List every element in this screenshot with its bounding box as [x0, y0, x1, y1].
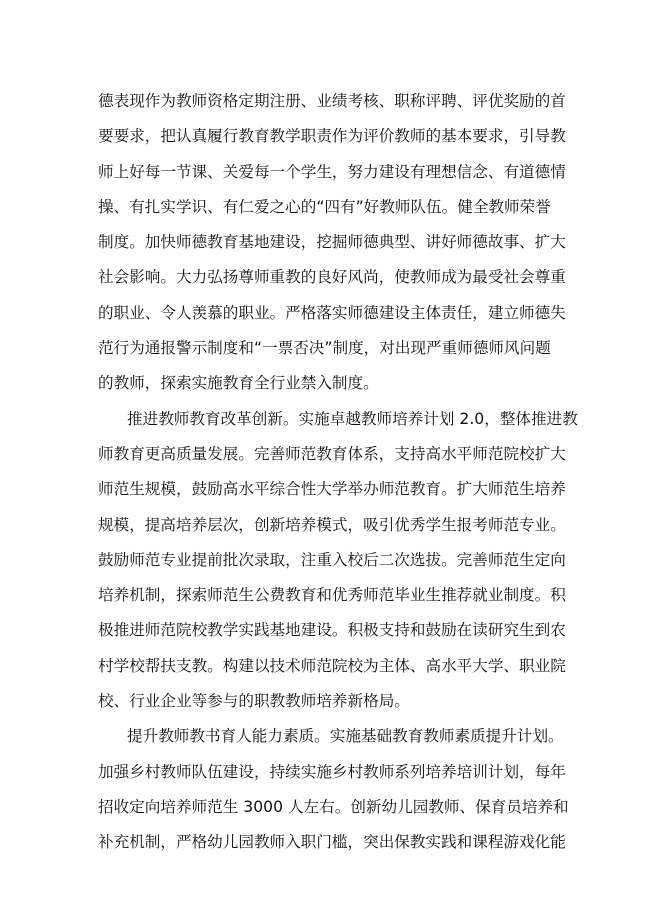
text-line: 加强乡村教师队伍建设，持续实施乡村教师系列培养培训计划，每年 [98, 762, 566, 781]
text-line: 鼓励师范专业提前批次录取，注重入校后二次选拔。完善师范生定向 [98, 550, 566, 569]
text-line: 操、有扎实学识、有仁爱之心的“四有”好教师队伍。健全教师荣誉 [98, 197, 551, 216]
text-line: 招收定向培养师范生 3000 人左右。创新幼儿园教师、保育员培养和 [98, 797, 569, 816]
text-line: 规模，提高培养层次，创新培养模式，吸引优秀学生报考师范专业。 [98, 515, 566, 534]
text-line: 德表现作为教师资格定期注册、业绩考核、职称评聘、评优奖励的首 [98, 92, 566, 110]
text-line: 师上好每一节课、关爱每一个学生，努力建设有理想信念、有道德情 [98, 162, 566, 181]
text-line: 师教育更高质量发展。完善师范教育体系，支持高水平师范院校扩大 [98, 444, 566, 463]
text-line: 村学校帮扶支教。构建以技术师范院校为主体、高水平大学、职业院 [98, 656, 566, 675]
text-line: 的教师，探索实施教育全行业禁入制度。 [98, 374, 379, 393]
text-line: 要要求，把认真履行教育教学职责作为评价教师的基本要求，引导教 [98, 127, 566, 146]
text-line: 培养机制，探索师范生公费教育和优秀师范毕业生推荐就业制度。积 [98, 586, 566, 605]
text-line: 补充机制，严格幼儿园教师入职门槛，突出保教实践和课程游戏化能 [98, 833, 566, 852]
paragraph-first-line: 推进教师教育改革创新。实施卓越教师培养计划 2.0，整体推进教 [127, 409, 578, 428]
text-line: 社会影响。大力弘扬尊师重教的良好风尚，使教师成为最受社会尊重 [98, 268, 566, 287]
text-line: 制度。加快师德教育基地建设，挖掘师德典型、讲好师德故事、扩大 [98, 233, 566, 252]
text-line: 师范生规模，鼓励高水平综合性大学举办师范教育。扩大师范生培养 [98, 480, 566, 499]
text-line: 校、行业企业等参与的职教教师培养新格局。 [98, 692, 410, 711]
document-body [98, 86, 578, 863]
paragraph-first-line: 提升教师教书育人能力素质。实施基础教育教师素质提升计划。 [127, 727, 564, 746]
text-line: 范行为通报警示制度和“一票否决”制度，对出现严重师德师风问题 [98, 339, 551, 358]
text-line: 的职业、令人羡慕的职业。严格落实师德建设主体责任，建立师德失 [98, 303, 566, 322]
text-line: 极推进师范院校教学实践基地建设。积极支持和鼓励在读研究生到农 [98, 621, 566, 640]
